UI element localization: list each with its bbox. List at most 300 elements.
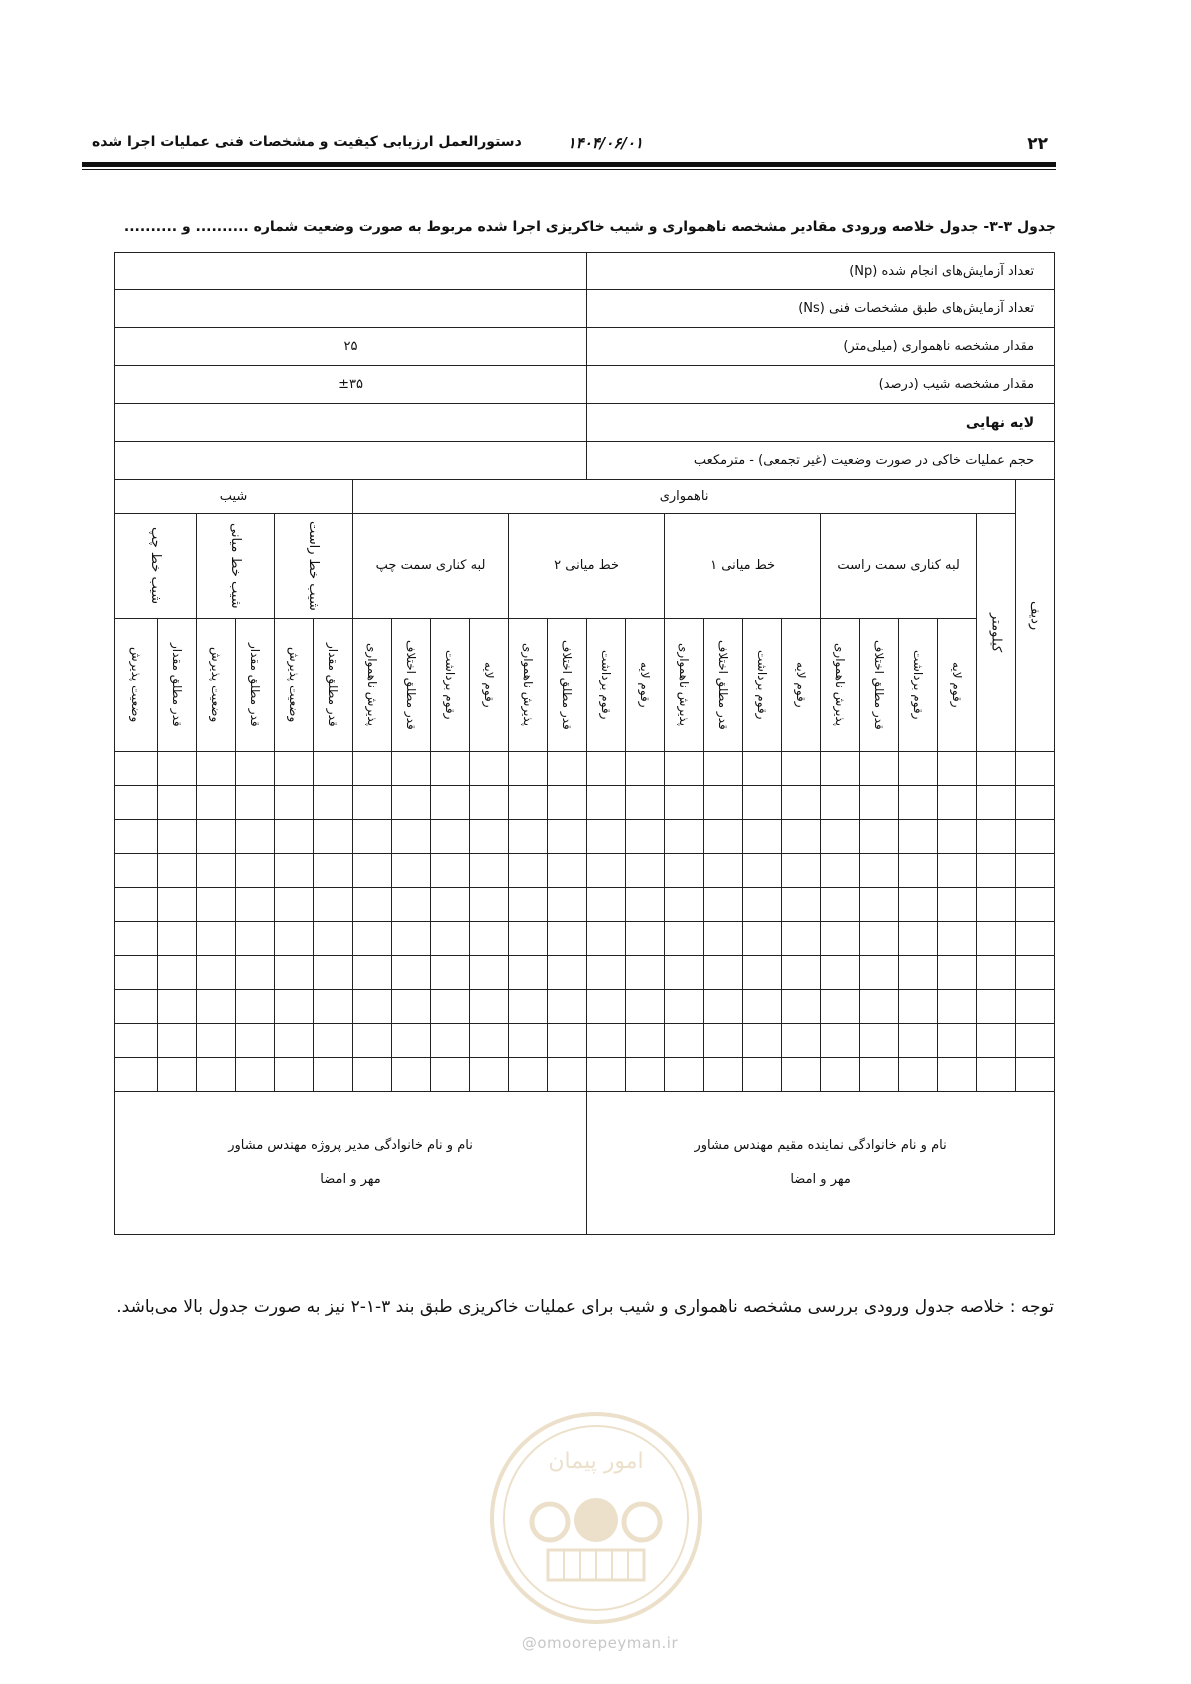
table-cell[interactable] <box>275 1024 314 1058</box>
table-cell[interactable] <box>626 786 665 820</box>
table-cell[interactable] <box>704 990 743 1024</box>
table-cell[interactable] <box>431 1024 470 1058</box>
table-cell[interactable] <box>158 990 197 1024</box>
col-abs-value: قدر مطلق مقدار <box>314 619 353 752</box>
table-cell[interactable] <box>431 854 470 888</box>
table-cell[interactable] <box>899 990 938 1024</box>
table-cell[interactable] <box>704 786 743 820</box>
table-cell[interactable] <box>977 854 1016 888</box>
table-cell[interactable] <box>782 786 821 820</box>
table-cell[interactable] <box>197 786 236 820</box>
table-cell[interactable] <box>860 888 899 922</box>
table-cell[interactable] <box>821 752 860 786</box>
table-cell[interactable] <box>431 786 470 820</box>
table-cell[interactable] <box>314 1058 353 1092</box>
table-cell[interactable] <box>509 956 548 990</box>
table-cell[interactable] <box>548 922 587 956</box>
table-cell[interactable] <box>275 990 314 1024</box>
table-cell[interactable] <box>158 1024 197 1058</box>
table-cell[interactable] <box>470 990 509 1024</box>
table-cell[interactable] <box>353 1024 392 1058</box>
table-cell[interactable] <box>626 990 665 1024</box>
slope-group-middle: شیب خط میانی <box>197 514 275 619</box>
table-cell[interactable] <box>470 922 509 956</box>
table-cell[interactable] <box>704 752 743 786</box>
table-cell[interactable] <box>158 820 197 854</box>
table-cell[interactable] <box>743 888 782 922</box>
table-cell[interactable] <box>353 820 392 854</box>
slope-header: شیب <box>115 480 353 514</box>
col-layer-level: رقوم لایه <box>782 619 821 752</box>
table-cell[interactable] <box>782 820 821 854</box>
table-cell[interactable] <box>548 820 587 854</box>
table-cell[interactable] <box>665 752 704 786</box>
summary-label: تعداد آزمایش‌های طبق مشخصات فنی (Ns) <box>587 290 1055 328</box>
page-number: ۲۲ <box>1027 134 1048 154</box>
table-cell[interactable] <box>470 888 509 922</box>
table-cell[interactable] <box>782 854 821 888</box>
table-cell[interactable] <box>899 820 938 854</box>
table-row <box>115 990 1055 1024</box>
table-cell[interactable] <box>626 752 665 786</box>
table-row <box>115 786 1055 820</box>
table-cell[interactable] <box>115 990 158 1024</box>
table-cell[interactable] <box>431 888 470 922</box>
table-cell[interactable] <box>626 1058 665 1092</box>
table-cell[interactable] <box>470 1024 509 1058</box>
table-cell[interactable] <box>470 854 509 888</box>
table-cell[interactable] <box>977 922 1016 956</box>
table-cell[interactable] <box>509 820 548 854</box>
summary-value[interactable]: ±۳۵ <box>115 366 587 404</box>
table-cell[interactable] <box>548 1024 587 1058</box>
table-cell[interactable] <box>275 1058 314 1092</box>
table-cell[interactable] <box>821 1024 860 1058</box>
table-cell[interactable] <box>821 956 860 990</box>
table-cell[interactable] <box>743 922 782 956</box>
table-cell[interactable] <box>782 922 821 956</box>
table-cell[interactable] <box>431 1058 470 1092</box>
table-cell[interactable] <box>236 752 275 786</box>
table-cell[interactable] <box>548 888 587 922</box>
table-cell[interactable] <box>236 1058 275 1092</box>
summary-value[interactable] <box>115 253 587 290</box>
table-cell[interactable] <box>665 888 704 922</box>
table-cell[interactable] <box>1016 820 1055 854</box>
slope-group-left: شیب خط چپ <box>115 514 197 619</box>
table-cell[interactable] <box>977 752 1016 786</box>
signature-name: نام و نام خانوادگی نماینده مقیم مهندس مشاور <box>694 1138 947 1153</box>
table-cell[interactable] <box>197 990 236 1024</box>
signature-seal: مهر و امضا <box>320 1172 381 1187</box>
table-cell[interactable] <box>821 990 860 1024</box>
table-cell[interactable] <box>392 956 431 990</box>
table-cell[interactable] <box>314 922 353 956</box>
table-cell[interactable] <box>353 854 392 888</box>
table-cell[interactable] <box>509 990 548 1024</box>
col-unevenness-accept: پذیرش ناهمواری <box>509 619 548 752</box>
table-cell[interactable] <box>470 786 509 820</box>
table-cell[interactable] <box>275 888 314 922</box>
table-cell[interactable] <box>665 956 704 990</box>
table-cell[interactable] <box>938 786 977 820</box>
table-cell[interactable] <box>587 1058 626 1092</box>
table-cell[interactable] <box>899 786 938 820</box>
table-cell[interactable] <box>197 820 236 854</box>
table-cell[interactable] <box>782 1058 821 1092</box>
table-cell[interactable] <box>938 1058 977 1092</box>
table-cell[interactable] <box>743 820 782 854</box>
table-cell[interactable] <box>938 752 977 786</box>
table-cell[interactable] <box>314 752 353 786</box>
col-layer-level: رقوم لایه <box>626 619 665 752</box>
watermark-website: @omoorepeyman.ir <box>521 1634 679 1652</box>
table-cell[interactable] <box>353 956 392 990</box>
table-cell[interactable] <box>743 956 782 990</box>
table-cell[interactable] <box>314 820 353 854</box>
table-cell[interactable] <box>704 1058 743 1092</box>
table-cell[interactable] <box>587 752 626 786</box>
table-cell[interactable] <box>587 1024 626 1058</box>
summary-value[interactable] <box>115 442 587 480</box>
table-cell[interactable] <box>743 990 782 1024</box>
summary-row <box>115 328 1055 366</box>
table-cell[interactable] <box>860 1024 899 1058</box>
table-cell[interactable] <box>509 1058 548 1092</box>
table-cell[interactable] <box>938 1024 977 1058</box>
col-accept-status: وضعیت پذیرش <box>197 619 236 752</box>
table-cell[interactable] <box>470 820 509 854</box>
table-cell[interactable] <box>1016 1058 1055 1092</box>
table-row <box>115 1058 1055 1092</box>
table-cell[interactable] <box>314 956 353 990</box>
table-cell[interactable] <box>626 1024 665 1058</box>
table-cell[interactable] <box>115 956 158 990</box>
table-cell[interactable] <box>860 956 899 990</box>
col-survey-level: رقوم برداشت <box>431 619 470 752</box>
table-cell[interactable] <box>392 1058 431 1092</box>
table-row <box>115 956 1055 990</box>
table-cell[interactable] <box>938 990 977 1024</box>
table-cell[interactable] <box>197 956 236 990</box>
table-cell[interactable] <box>743 1024 782 1058</box>
table-cell[interactable] <box>314 888 353 922</box>
table-cell[interactable] <box>509 752 548 786</box>
table-cell[interactable] <box>115 786 158 820</box>
table-cell[interactable] <box>860 854 899 888</box>
table-cell[interactable] <box>665 1058 704 1092</box>
summary-row <box>115 442 1055 480</box>
table-cell[interactable] <box>938 956 977 990</box>
table-cell[interactable] <box>275 922 314 956</box>
table-cell[interactable] <box>548 854 587 888</box>
table-cell[interactable] <box>236 956 275 990</box>
table-cell[interactable] <box>392 888 431 922</box>
signature-project-manager[interactable] <box>115 1092 587 1235</box>
table-cell[interactable] <box>392 1024 431 1058</box>
table-cell[interactable] <box>665 820 704 854</box>
table-cell[interactable] <box>197 854 236 888</box>
signature-resident-engineer[interactable] <box>587 1092 1055 1235</box>
summary-value[interactable] <box>115 290 587 328</box>
data-rows <box>115 752 1055 1092</box>
table-cell[interactable] <box>158 1058 197 1092</box>
group-right-edge: لبه کناری سمت راست <box>821 514 977 619</box>
table-cell[interactable] <box>431 990 470 1024</box>
table-cell[interactable] <box>353 888 392 922</box>
table-cell[interactable] <box>431 922 470 956</box>
table-cell[interactable] <box>236 786 275 820</box>
table-cell[interactable] <box>275 956 314 990</box>
table-cell[interactable] <box>115 854 158 888</box>
table-cell[interactable] <box>938 922 977 956</box>
table-cell[interactable] <box>743 786 782 820</box>
table-cell[interactable] <box>899 956 938 990</box>
table-cell[interactable] <box>1016 752 1055 786</box>
table-cell[interactable] <box>899 854 938 888</box>
summary-value[interactable]: ۲۵ <box>115 328 587 366</box>
summary-label: مقدار مشخصه شیب (درصد) <box>587 366 1055 404</box>
col-unevenness-accept: پذیرش ناهمواری <box>353 619 392 752</box>
table-cell[interactable] <box>821 820 860 854</box>
signature-row <box>115 1092 1055 1235</box>
summary-table <box>114 252 1055 1235</box>
table-cell[interactable] <box>548 752 587 786</box>
table-cell[interactable] <box>275 752 314 786</box>
table-cell[interactable] <box>158 752 197 786</box>
table-cell[interactable] <box>587 990 626 1024</box>
table-cell[interactable] <box>860 820 899 854</box>
table-cell[interactable] <box>548 956 587 990</box>
table-cell[interactable] <box>782 888 821 922</box>
table-cell[interactable] <box>197 1058 236 1092</box>
table-cell[interactable] <box>704 1024 743 1058</box>
group-midline-2: خط میانی ۲ <box>509 514 665 619</box>
subgroup-header-row <box>115 514 1055 619</box>
table-cell[interactable] <box>314 990 353 1024</box>
table-cell[interactable] <box>197 1024 236 1058</box>
table-cell[interactable] <box>938 854 977 888</box>
table-cell[interactable] <box>899 888 938 922</box>
table-cell[interactable] <box>821 854 860 888</box>
table-cell[interactable] <box>314 1024 353 1058</box>
col-abs-diff: قدر مطلق اختلاف <box>860 619 899 752</box>
table-cell[interactable] <box>626 922 665 956</box>
unevenness-header: ناهمواری <box>353 480 1016 514</box>
summary-row <box>115 366 1055 404</box>
table-cell[interactable] <box>353 1058 392 1092</box>
table-cell[interactable] <box>1016 990 1055 1024</box>
table-cell[interactable] <box>470 956 509 990</box>
table-cell[interactable] <box>509 922 548 956</box>
table-cell[interactable] <box>626 888 665 922</box>
summary-value[interactable] <box>115 404 587 442</box>
signature-name: نام و نام خانوادگی مدیر پروژه مهندس مشاور <box>228 1138 473 1153</box>
table-cell[interactable] <box>782 956 821 990</box>
table-cell[interactable] <box>275 786 314 820</box>
table-cell[interactable] <box>938 888 977 922</box>
table-cell[interactable] <box>236 854 275 888</box>
table-cell[interactable] <box>626 820 665 854</box>
table-cell[interactable] <box>860 990 899 1024</box>
table-row <box>115 854 1055 888</box>
table-cell[interactable] <box>236 922 275 956</box>
table-row <box>115 752 1055 786</box>
page-header <box>82 130 1056 166</box>
table-cell[interactable] <box>236 888 275 922</box>
table-cell[interactable] <box>899 1024 938 1058</box>
table-cell[interactable] <box>275 820 314 854</box>
table-cell[interactable] <box>236 990 275 1024</box>
table-cell[interactable] <box>1016 888 1055 922</box>
table-cell[interactable] <box>938 820 977 854</box>
table-cell[interactable] <box>665 1024 704 1058</box>
table-cell[interactable] <box>509 786 548 820</box>
table-cell[interactable] <box>860 922 899 956</box>
table-cell[interactable] <box>1016 956 1055 990</box>
table-cell[interactable] <box>1016 854 1055 888</box>
table-cell[interactable] <box>587 820 626 854</box>
table-cell[interactable] <box>1016 922 1055 956</box>
table-cell[interactable] <box>158 854 197 888</box>
table-cell[interactable] <box>353 752 392 786</box>
table-cell[interactable] <box>821 888 860 922</box>
row-header: ردیف <box>1016 480 1055 752</box>
table-cell[interactable] <box>626 956 665 990</box>
table-cell[interactable] <box>509 888 548 922</box>
table-cell[interactable] <box>821 786 860 820</box>
table-caption: جدول ۳-۳- جدول خلاصه ورودی مقادیر مشخصه ناهمواری و شیب خاکریزی اجرا شده مربوط به صورت وضعیت شماره .......... و .......... <box>123 219 1056 235</box>
stamp-text: امور پیمان <box>548 1449 644 1474</box>
table-cell[interactable] <box>431 820 470 854</box>
table-cell[interactable] <box>115 752 158 786</box>
table-cell[interactable] <box>587 854 626 888</box>
table-cell[interactable] <box>158 786 197 820</box>
table-cell[interactable] <box>899 922 938 956</box>
table-cell[interactable] <box>977 956 1016 990</box>
table-cell[interactable] <box>704 820 743 854</box>
table-cell[interactable] <box>115 922 158 956</box>
table-cell[interactable] <box>743 854 782 888</box>
table-cell[interactable] <box>899 752 938 786</box>
table-cell[interactable] <box>353 990 392 1024</box>
table-cell[interactable] <box>977 888 1016 922</box>
table-cell[interactable] <box>392 786 431 820</box>
table-row <box>115 1024 1055 1058</box>
table-cell[interactable] <box>158 888 197 922</box>
table-cell[interactable] <box>665 990 704 1024</box>
table-cell[interactable] <box>470 1058 509 1092</box>
summary-label: لایه نهایی <box>587 404 1055 442</box>
table-cell[interactable] <box>704 922 743 956</box>
col-accept-status: وضعیت پذیرش <box>115 619 158 752</box>
table-cell[interactable] <box>314 854 353 888</box>
table-cell[interactable] <box>899 1058 938 1092</box>
table-cell[interactable] <box>977 1058 1016 1092</box>
table-cell[interactable] <box>587 922 626 956</box>
table-cell[interactable] <box>782 752 821 786</box>
table-cell[interactable] <box>236 1024 275 1058</box>
table-cell[interactable] <box>665 854 704 888</box>
table-row <box>115 820 1055 854</box>
table-cell[interactable] <box>158 956 197 990</box>
table-cell[interactable] <box>115 888 158 922</box>
table-cell[interactable] <box>392 990 431 1024</box>
table-cell[interactable] <box>587 956 626 990</box>
table-cell[interactable] <box>860 786 899 820</box>
table-cell[interactable] <box>743 752 782 786</box>
table-cell[interactable] <box>1016 786 1055 820</box>
col-layer-level: رقوم لایه <box>938 619 977 752</box>
col-survey-level: رقوم برداشت <box>899 619 938 752</box>
col-abs-diff: قدر مطلق اختلاف <box>548 619 587 752</box>
table-cell[interactable] <box>1016 1024 1055 1058</box>
table-cell[interactable] <box>548 1058 587 1092</box>
table-cell[interactable] <box>314 786 353 820</box>
table-cell[interactable] <box>743 1058 782 1092</box>
footnote: توجه : خلاصه جدول ورودی بررسی مشخصه ناهمواری و شیب برای عملیات خاکریزی طبق بند ۳-۱-۲ نیز به صورت جدول بالا می‌باشد. <box>116 1297 1054 1317</box>
table-cell[interactable] <box>115 1058 158 1092</box>
table-cell[interactable] <box>587 888 626 922</box>
table-cell[interactable] <box>275 854 314 888</box>
table-cell[interactable] <box>782 990 821 1024</box>
table-cell[interactable] <box>392 922 431 956</box>
table-cell[interactable] <box>626 854 665 888</box>
table-cell[interactable] <box>470 752 509 786</box>
table-cell[interactable] <box>236 820 275 854</box>
km-header: کیلومتر <box>977 514 1016 752</box>
table-cell[interactable] <box>197 752 236 786</box>
col-abs-diff: قدر مطلق اختلاف <box>704 619 743 752</box>
table-cell[interactable] <box>860 1058 899 1092</box>
table-cell[interactable] <box>431 956 470 990</box>
signature-seal: مهر و امضا <box>790 1172 851 1187</box>
table-cell[interactable] <box>548 990 587 1024</box>
table-cell[interactable] <box>115 1024 158 1058</box>
table-cell[interactable] <box>509 1024 548 1058</box>
header-rule-thin <box>82 169 1056 170</box>
table-cell[interactable] <box>782 1024 821 1058</box>
table-cell[interactable] <box>115 820 158 854</box>
table-cell[interactable] <box>704 888 743 922</box>
table-cell[interactable] <box>821 922 860 956</box>
table-cell[interactable] <box>977 990 1016 1024</box>
summary-row <box>115 253 1055 290</box>
table-cell[interactable] <box>665 786 704 820</box>
table-cell[interactable] <box>353 786 392 820</box>
table-cell[interactable] <box>665 922 704 956</box>
table-cell[interactable] <box>392 854 431 888</box>
table-cell[interactable] <box>548 786 587 820</box>
table-cell[interactable] <box>392 752 431 786</box>
table-cell[interactable] <box>353 922 392 956</box>
col-survey-level: رقوم برداشت <box>587 619 626 752</box>
table-cell[interactable] <box>431 752 470 786</box>
table-cell[interactable] <box>587 786 626 820</box>
table-cell[interactable] <box>860 752 899 786</box>
table-cell[interactable] <box>977 786 1016 820</box>
table-cell[interactable] <box>158 922 197 956</box>
table-cell[interactable] <box>704 956 743 990</box>
table-cell[interactable] <box>197 888 236 922</box>
table-cell[interactable] <box>392 820 431 854</box>
table-cell[interactable] <box>197 922 236 956</box>
table-cell[interactable] <box>509 854 548 888</box>
table-cell[interactable] <box>704 854 743 888</box>
table-cell[interactable] <box>821 1058 860 1092</box>
table-cell[interactable] <box>977 1024 1016 1058</box>
table-cell[interactable] <box>977 820 1016 854</box>
